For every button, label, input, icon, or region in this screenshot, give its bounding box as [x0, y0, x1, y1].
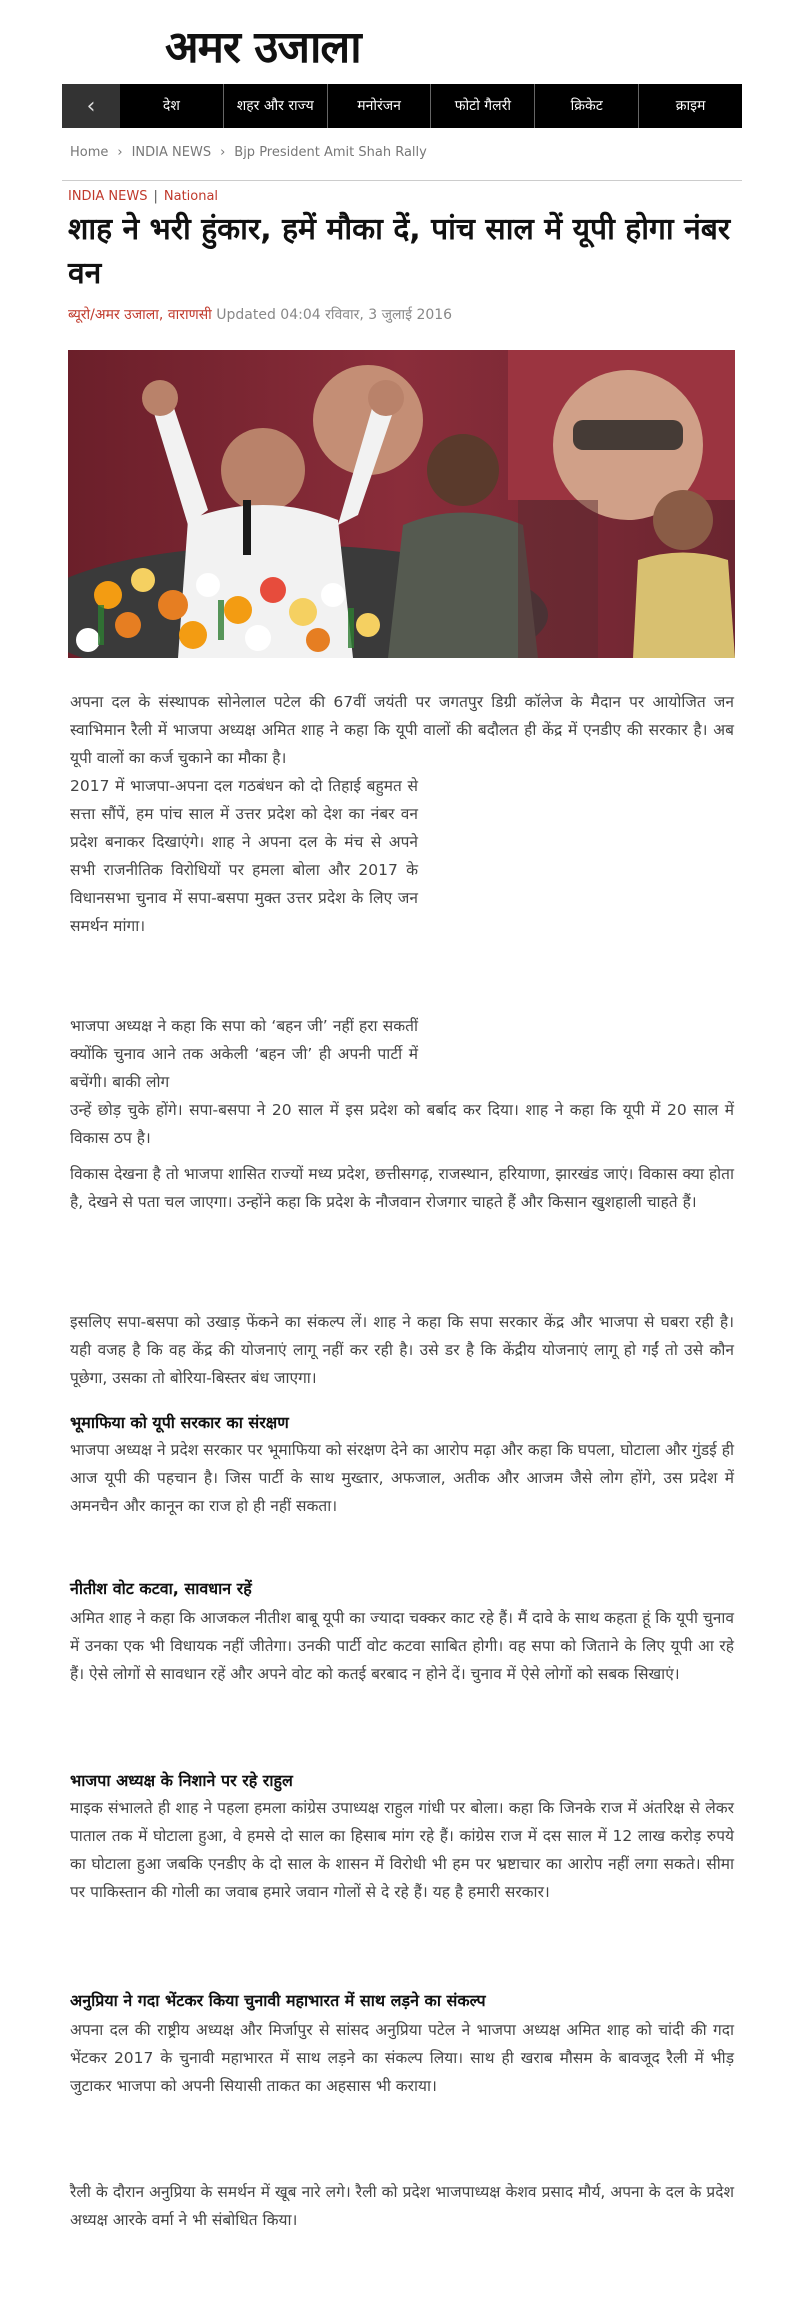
- breadcrumb-separator-icon: ›: [220, 145, 226, 160]
- divider: [62, 180, 742, 181]
- article-title: शाह ने भरी हुंकार, हमें मौका दें, पांच साल में यूपी होगा नंबर वन: [68, 212, 731, 291]
- nav-item-shahar-aur-rajya[interactable]: शहर और राज्य: [223, 84, 327, 128]
- site-logo[interactable]: अमर उजाला: [165, 22, 361, 73]
- article-byline: [68, 306, 452, 324]
- section-text: भाजपा अध्यक्ष ने प्रदेश सरकार पर भूमाफिया को संरक्षण देने का आरोप मढ़ा और कहा कि घपला, घोटाला और गुंडई ही आज यूपी की पहचान है। जिस पार्टी के साथ मुख्तार, अफजाल, अतीक और आजम जैसे लोग होंगे, उस प्रदेश में अमनचैन और कानून का राज हो ही नहीं सकता।: [70, 1441, 734, 1515]
- section-heading: अनुप्रिया ने गदा भेंटकर किया चुनावी महाभारत में साथ लड़ने का संकल्प: [70, 1991, 486, 2010]
- breadcrumb-separator-icon: ›: [117, 145, 123, 160]
- section-heading: नीतीश वोट कटवा, सावधान रहें: [70, 1579, 252, 1598]
- category-link[interactable]: INDIA NEWS: [68, 189, 148, 204]
- article-paragraph: उन्हें छोड़ चुके होंगे। सपा-बसपा ने 20 साल में इस प्रदेश को बर्बाद कर दिया। शाह ने कहा कि यूपी में 20 साल में विकास ठप है।: [70, 1101, 734, 1147]
- breadcrumb-home[interactable]: Home: [70, 145, 109, 160]
- section-text: अपना दल की राष्ट्रीय अध्यक्ष और मिर्जापुर से सांसद अनुप्रिया पटेल ने भाजपा अध्यक्ष अमित शाह को चांदी की गदा भेंटकर 2017 के चुनावी महाभारत में साथ लड़ने का संकल्प लिया। साथ ही खराब मौसम के बावजूद रैली में भीड़ जुटाकर भाजपा को अपनी सियासी ताकत का अहसास भी कराया।: [70, 2021, 734, 2095]
- article-updated: Updated 04:04 रविवार, 3 जुलाई 2016: [216, 307, 453, 323]
- nav-item-manoranjan[interactable]: मनोरंजन: [327, 84, 431, 128]
- breadcrumb: [70, 144, 427, 162]
- subcategory-link[interactable]: National: [163, 189, 219, 204]
- category-separator: |: [153, 189, 158, 204]
- rally-photo-illustration: [68, 350, 735, 658]
- nav-item-desh[interactable]: देश: [162, 98, 180, 114]
- main-nav: [62, 84, 742, 128]
- nav-item-cricket[interactable]: क्रिकेट: [534, 84, 638, 128]
- article-paragraph: इसलिए सपा-बसपा को उखाड़ फेंकने का संकल्प लें। शाह ने कहा कि सपा सरकार केंद्र और भाजपा से घबरा रही है। यही वजह है कि वह केंद्र की योजनाएं लागू नहीं कर रही है। उसे डर है कि केंद्रीय योजनाएं लागू हो गईं तो उसे कौन पूछेगा, उसका तो बोरिया-बिस्तर बंध जाएगा।: [70, 1313, 734, 1387]
- article-paragraph: अपना दल के संस्थापक सोनेलाल पटेल की 67वीं जयंती पर जगतपुर डिग्री कॉलेज के मैदान पर आयोजित जन स्वाभिमान रैली में भाजपा अध्यक्ष अमित शाह ने कहा कि यूपी वालों की बदौलत ही केंद्र में एनडीए की सरकार है। अब यूपी वालों का कर्ज चुकाने का मौका है।: [70, 693, 734, 767]
- nav-item-photo-gallery[interactable]: फोटो गैलरी: [430, 84, 534, 128]
- article-paragraph: भाजपा अध्यक्ष ने कहा कि सपा को ‘बहन जी’ नहीं हरा सकतीं क्योंकि चुनाव आने तक अकेली ‘बहन जी’ ही अपनी पार्टी में बचेंगी। बाकी लोग: [70, 1017, 418, 1091]
- chevron-left-icon[interactable]: ‹: [62, 84, 120, 128]
- section-heading: भूमाफिया को यूपी सरकार का संरक्षण: [70, 1413, 289, 1432]
- section-text: माइक संभालते ही शाह ने पहला हमला कांग्रेस उपाध्यक्ष राहुल गांधी पर बोला। कहा कि जिनके राज में अंतरिक्ष से लेकर पाताल तक में घोटाला हुआ, वे हमसे दो साल का हिसाब मांग रहे हैं। कांग्रेस राज में दस साल में 12 लाख करोड़ रुपये का घोटाला हुआ जबकि एनडीए के दो साल के शासन में विरोधी भी हम पर भ्रष्टाचार का आरोप नहीं लगा सकते। सीमा पर पाकिस्तान की गोली का जवाब हमारे जवान गोलों से दे रहे हैं। यह है हमारी सरकार।: [70, 1799, 734, 1901]
- article-photo: [68, 350, 735, 658]
- closing-paragraph: रैली के दौरान अनुप्रिया के समर्थन में खूब नारे लगे। रैली को प्रदेश भाजपाध्यक्ष केशव प्रसाद मौर्य, अपना के दल के प्रदेश अध्यक्ष आरके वर्मा ने भी संबोधित किया।: [70, 2183, 734, 2229]
- section-heading: भाजपा अध्यक्ष के निशाने पर रहे राहुल: [70, 1771, 293, 1790]
- article-paragraph: विकास देखना है तो भाजपा शासित राज्यों मध्य प्रदेश, छत्तीसगढ़, राजस्थान, हरियाणा, झारखंड जाएं। विकास क्या होता है, देखने से पता चल जाएगा। उन्होंने कहा कि प्रदेश के नौजवान रोजगार चाहते हैं और किसान खुशहाली चाहते हैं।: [70, 1165, 734, 1211]
- nav-item-crime[interactable]: क्राइम: [638, 84, 742, 128]
- article-author[interactable]: ब्यूरो/अमर उजाला, वाराणसी: [68, 307, 212, 323]
- article-paragraph: 2017 में भाजपा-अपना दल गठबंधन को दो तिहाई बहुमत से सत्ता सौंपें, हम पांच साल में उत्तर प्रदेश को देश का नंबर वन प्रदेश बनाकर दिखाएंगे। शाह ने अपना दल के मंच से अपने सभी राजनीतिक विरोधियों पर हमला बोला और 2017 के विधानसभा चुनाव में सपा-बसपा मुक्त उत्तर प्रदेश के लिए जन समर्थन मांगा।: [70, 777, 418, 935]
- section-text: अमित शाह ने कहा कि आजकल नीतीश बाबू यूपी का ज्यादा चक्कर काट रहे हैं। मैं दावे के साथ कहता हूं कि यूपी चुनाव में उनका एक भी विधायक नहीं जीतेगा। उनकी पार्टी वोट कटवा साबित होगी। वह सपा को जिताने के लिए यूपी आ रहे हैं। ऐसे लोगों से सावधान रहें और अपने वोट को कतई बरबाद न होने दें। चुनाव में ऐसे लोगों को सबक सिखाएं।: [70, 1609, 734, 1683]
- breadcrumb-india-news[interactable]: INDIA NEWS: [131, 145, 212, 160]
- breadcrumb-current: Bjp President Amit Shah Rally: [234, 145, 427, 160]
- article-categories: [68, 189, 218, 205]
